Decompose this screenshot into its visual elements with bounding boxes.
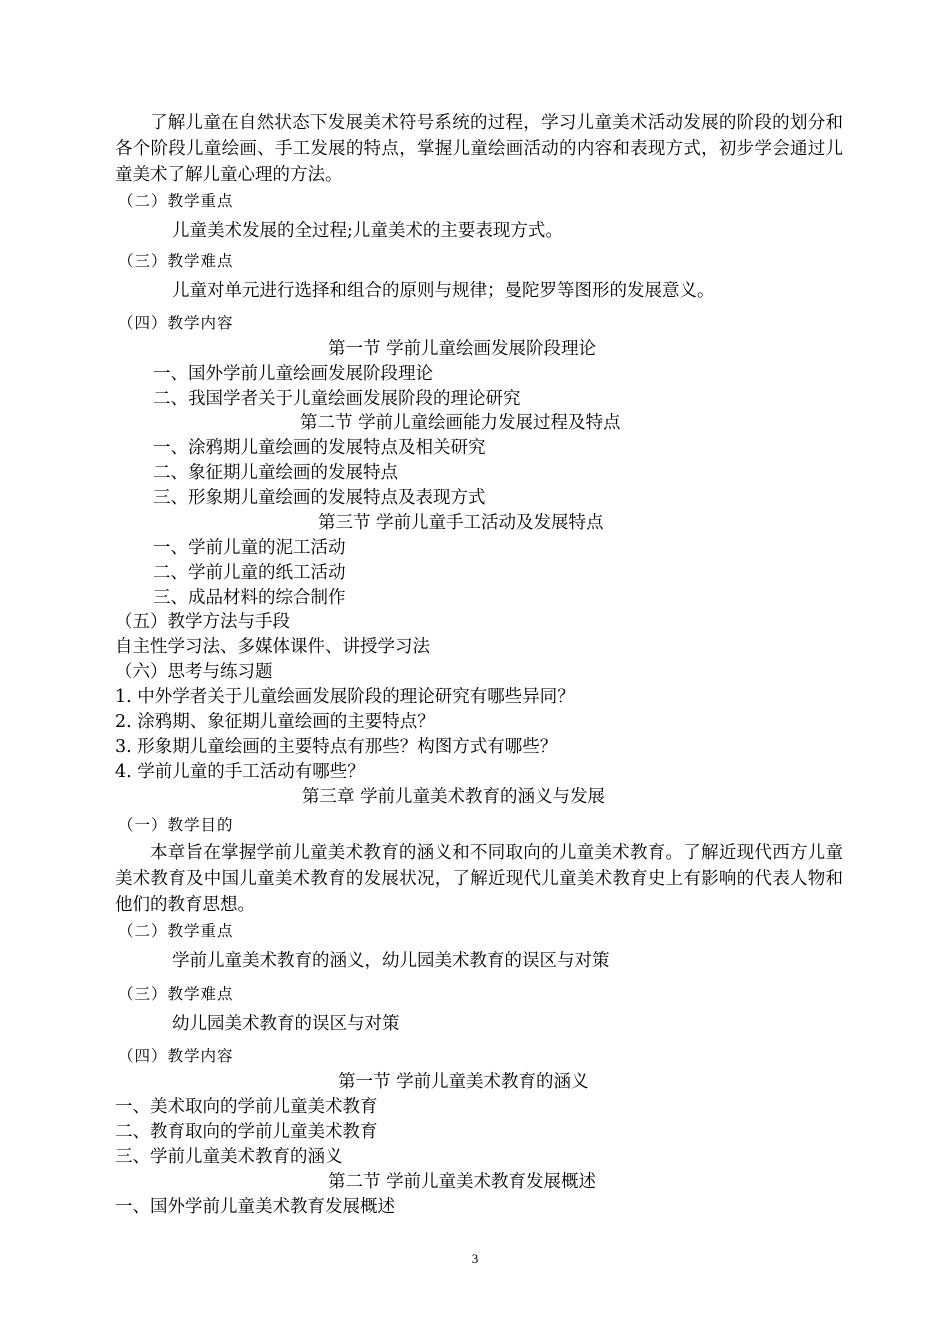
heading-teaching-aim: （一）教学目的 (118, 816, 234, 834)
question-item: 3. 形象期儿童绘画的主要特点有那些？构图方式有哪些？ (115, 737, 558, 757)
focus-text: 儿童美术发展的全过程;儿童美术的主要表现方式。 (172, 221, 563, 241)
focus-text: 学前儿童美术教育的涵义，幼儿园美术教育的误区与对策 (172, 951, 610, 971)
list-item: 一、涂鸦期儿童绘画的发展特点及相关研究 (153, 438, 486, 458)
chapter-title: 第三章 学前儿童美术教育的涵义与发展 (302, 787, 606, 807)
list-item: 三、形象期儿童绘画的发展特点及表现方式 (153, 488, 486, 508)
heading-methods: （五）教学方法与手段 (115, 612, 290, 632)
list-item: 二、我国学者关于儿童绘画发展阶段的理论研究 (153, 389, 521, 409)
heading-exercises: （六）思考与练习题 (115, 662, 273, 682)
list-item: 一、美术取向的学前儿童美术教育 (115, 1097, 378, 1117)
section-title: 第一节 学前儿童绘画发展阶段理论 (328, 339, 597, 359)
page-number: 3 (471, 1251, 479, 1266)
list-item: 二、学前儿童的纸工活动 (153, 563, 346, 583)
list-item: 一、国外学前儿童绘画发展阶段理论 (153, 364, 433, 384)
list-item: 一、学前儿童的泥工活动 (153, 538, 346, 558)
question-item: 2. 涂鸦期、象征期儿童绘画的主要特点？ (115, 712, 435, 732)
section-title: 第二节 学前儿童美术教育发展概述 (328, 1172, 597, 1192)
list-item: 三、成品材料的综合制作 (153, 588, 346, 608)
difficulty-text: 儿童对单元进行选择和组合的原则与规律；曼陀罗等图形的发展意义。 (172, 281, 715, 301)
heading-teaching-focus: （二）教学重点 (118, 922, 234, 940)
section-title: 第三节 学前儿童手工活动及发展特点 (318, 513, 604, 533)
aim-paragraph: 本章旨在掌握学前儿童美术教育的涵义和不同取向的儿童美术教育。了解近现代西方儿童美术教育及中国儿童美术教育的发展状况，了解近现代儿童美术教育史上有影响的代表人物和他们的教育思想。 (115, 843, 843, 915)
heading-teaching-content: （四）教学内容 (118, 314, 234, 332)
difficulty-text: 幼儿园美术教育的误区与对策 (172, 1014, 400, 1034)
list-item: 三、学前儿童美术教育的涵义 (115, 1147, 343, 1167)
section-title: 第二节 学前儿童绘画能力发展过程及特点 (300, 413, 621, 433)
list-item: 二、教育取向的学前儿童美术教育 (115, 1122, 378, 1142)
heading-teaching-difficulty: （三）教学难点 (118, 252, 234, 270)
heading-teaching-focus: （二）教学重点 (118, 192, 234, 210)
intro-paragraph: 了解儿童在自然状态下发展美术符号系统的过程，学习儿童美术活动发展的阶段的划分和各个阶段儿童绘画、手工发展的特点，掌握儿童绘画活动的内容和表现方式，初步学会通过儿童美术了解儿童心理的方法。 (115, 113, 843, 185)
heading-teaching-difficulty: （三）教学难点 (118, 985, 234, 1003)
heading-teaching-content: （四）教学内容 (118, 1047, 234, 1065)
list-item: 一、国外学前儿童美术教育发展概述 (115, 1197, 395, 1217)
list-item: 二、象征期儿童绘画的发展特点 (153, 463, 398, 483)
question-item: 1. 中外学者关于儿童绘画发展阶段的理论研究有哪些异同？ (115, 687, 575, 707)
question-item: 4. 学前儿童的手工活动有哪些？ (115, 762, 365, 782)
section-title: 第一节 学前儿童美术教育的涵义 (338, 1072, 589, 1092)
methods-text: 自主性学习法、多媒体课件、讲授学习法 (115, 637, 430, 657)
